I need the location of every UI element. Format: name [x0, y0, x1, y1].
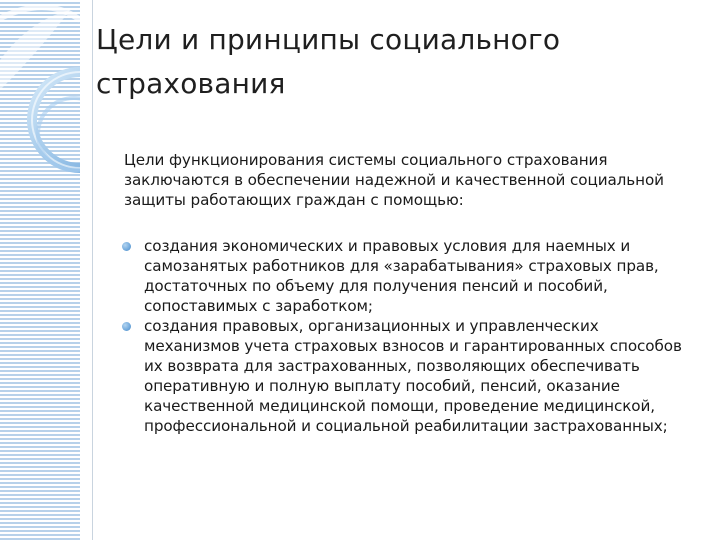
bullet-dot-icon — [122, 322, 131, 331]
bullet-dot-icon — [122, 242, 131, 251]
decorative-sidebar — [0, 0, 80, 540]
bullet-item — [122, 316, 694, 436]
intro-paragraph: Цели функционирования системы социального страхования заключаются в обеспечении надежной и качественной социальной защиты работающих граждан с помощью: — [124, 151, 664, 209]
sidebar-divider — [92, 0, 93, 540]
slide-content — [124, 150, 694, 436]
slide-title: Цели и принципы социального страхования — [96, 23, 561, 100]
bullet-list — [124, 236, 694, 436]
bullet-text: создания экономических и правовых условия для наемных и самозанятых работников для «зарабатывания» страховых прав, достаточных по объему для получения пенсий и пособий, сопоставимых с заработком; — [144, 237, 659, 315]
bullet-text: создания правовых, организационных и управленческих механизмов учета страховых взносов и гарантированных способов их возврата для застрахованных, позволяющих обеспечивать оперативную и полную выплату пособий, пенсий, оказание качественной медицинской помощи, проведение медицинской, профессиональной и социальной реабилитации застрахованных; — [144, 317, 682, 435]
ring-swirl-icon — [0, 0, 80, 540]
bullet-item — [122, 236, 694, 316]
